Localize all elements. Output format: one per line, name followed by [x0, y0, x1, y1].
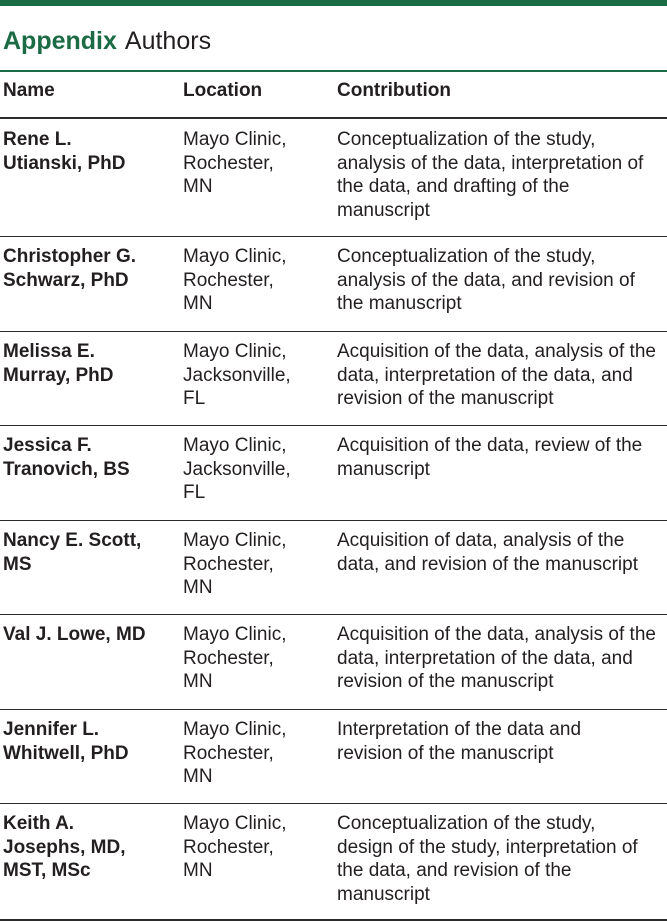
author-name-line: Utianski, PhD [3, 152, 126, 174]
contribution-line: revision of the manuscript [337, 742, 554, 764]
location-line: Mayo Clinic, [183, 246, 287, 267]
location-line: Mayo Clinic, [183, 813, 287, 834]
location-line: Rochester, [183, 553, 274, 575]
author-name-cell [3, 434, 175, 481]
contribution-line: Acquisition of the data, analysis of the [337, 624, 656, 645]
appendix-subtitle: Authors [124, 27, 212, 55]
author-name-line: Schwarz, PhD [3, 269, 129, 291]
contribution-line: data, interpretation of the data, and [337, 647, 633, 669]
location-line: Mayo Clinic, [183, 129, 287, 150]
row-divider [0, 236, 667, 237]
contribution-line: Conceptualization of the study, [337, 129, 596, 150]
contribution-line: design of the study, interpretation of [337, 836, 638, 858]
author-name-cell [3, 340, 175, 387]
contribution-line: manuscript [337, 458, 430, 480]
table-bottom-rule [0, 919, 667, 921]
contribution-line: the manuscript [337, 293, 462, 314]
location-cell [183, 128, 333, 199]
author-name-line: Rene L. [3, 129, 72, 150]
location-line: Jacksonville, [183, 364, 291, 386]
location-line: Mayo Clinic, [183, 435, 287, 456]
row-divider [0, 803, 667, 804]
author-name-line: MS [3, 553, 32, 575]
contribution-cell [337, 529, 667, 576]
author-name-line: Keith A. [3, 813, 75, 834]
author-name-line: Nancy E. Scott, [3, 530, 142, 551]
row-divider [0, 614, 667, 615]
column-header-contribution: Contribution [337, 80, 451, 101]
author-name-line: MST, MSc [3, 860, 91, 881]
location-cell [183, 340, 333, 411]
location-line: Mayo Clinic, [183, 341, 287, 362]
row-divider [0, 331, 667, 332]
contribution-line: the data, and revision of the [337, 860, 572, 881]
location-cell [183, 434, 333, 505]
top-accent-bar [0, 0, 667, 6]
contribution-cell [337, 623, 667, 694]
author-name-line: Whitwell, PhD [3, 742, 129, 764]
location-cell [183, 718, 333, 789]
author-name-line: Tranovich, BS [3, 458, 130, 480]
location-line: Jacksonville, [183, 458, 291, 480]
location-line: Rochester, [183, 269, 274, 291]
contribution-cell [337, 434, 667, 481]
contribution-cell [337, 245, 667, 316]
contribution-cell [337, 718, 667, 765]
location-line: MN [183, 577, 213, 598]
location-line: Rochester, [183, 152, 274, 174]
row-divider [0, 709, 667, 710]
contribution-cell [337, 812, 667, 906]
contribution-line: Acquisition of data, analysis of the [337, 530, 625, 551]
contribution-line: Interpretation of the data and [337, 719, 582, 740]
location-cell [183, 623, 333, 694]
author-name-cell [3, 718, 175, 765]
contribution-line: revision of the manuscript [337, 671, 554, 692]
header-rule [0, 117, 667, 119]
author-name-line: Jessica F. [3, 435, 92, 456]
location-cell [183, 529, 333, 600]
location-line: Mayo Clinic, [183, 530, 287, 551]
location-cell [183, 812, 333, 883]
contribution-line: data, interpretation of the data, and [337, 364, 633, 386]
location-cell [183, 245, 333, 316]
location-line: Mayo Clinic, [183, 719, 287, 740]
location-line: MN [183, 860, 213, 881]
author-name-cell [3, 128, 175, 175]
location-line: Rochester, [183, 647, 274, 669]
location-line: MN [183, 293, 213, 314]
location-line: Rochester, [183, 742, 274, 764]
contribution-line: Conceptualization of the study, [337, 813, 596, 834]
author-name-line: Murray, PhD [3, 364, 114, 386]
contribution-line: Conceptualization of the study, [337, 246, 596, 267]
location-line: FL [183, 388, 206, 409]
contribution-line: manuscript [337, 199, 430, 221]
appendix-label: Appendix [3, 27, 117, 55]
author-name-cell [3, 812, 175, 883]
row-divider [0, 425, 667, 426]
contribution-line: analysis of the data, and revision of [337, 269, 635, 291]
author-name-line: Melissa E. [3, 341, 95, 362]
title-rule [0, 70, 667, 72]
contribution-line: revision of the manuscript [337, 388, 554, 409]
author-name-line: Josephs, MD, [3, 836, 126, 858]
author-name-line: Jennifer L. [3, 719, 100, 740]
location-line: FL [183, 482, 206, 503]
contribution-line: Acquisition of the data, review of the [337, 435, 643, 456]
contribution-line: Acquisition of the data, analysis of the [337, 341, 656, 362]
location-line: MN [183, 766, 213, 787]
contribution-line: analysis of the data, interpretation of [337, 152, 644, 174]
author-name-cell [3, 245, 175, 292]
location-line: Rochester, [183, 836, 274, 858]
column-header-name: Name [3, 80, 55, 101]
author-name-line: Val J. Lowe, MD [3, 624, 146, 645]
contribution-cell [337, 128, 667, 222]
location-line: MN [183, 176, 213, 197]
author-name-cell [3, 623, 175, 647]
table-title [3, 26, 211, 56]
contribution-line: data, and revision of the manuscript [337, 553, 639, 575]
row-divider [0, 520, 667, 521]
contribution-cell [337, 340, 667, 411]
column-header-location: Location [183, 80, 263, 101]
author-name-line: Christopher G. [3, 246, 137, 267]
location-line: MN [183, 671, 213, 692]
contribution-line: manuscript [337, 883, 430, 905]
author-name-cell [3, 529, 175, 576]
contribution-line: the data, and drafting of the [337, 176, 570, 197]
location-line: Mayo Clinic, [183, 624, 287, 645]
